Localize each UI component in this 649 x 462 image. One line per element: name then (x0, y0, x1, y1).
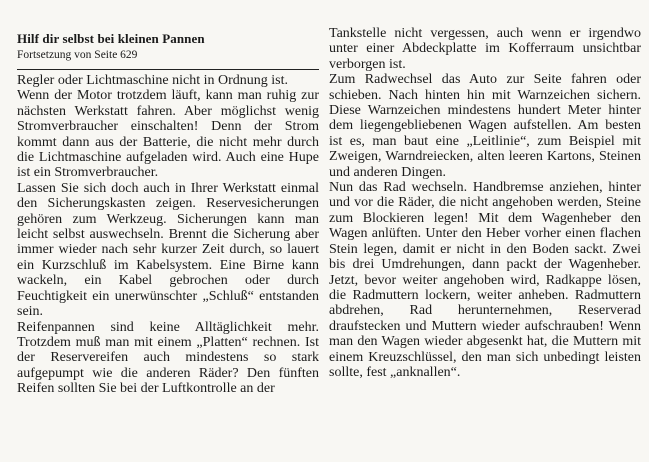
paragraph: Lassen Sie sich doch auch in Ihrer Werkstatt einmal den Sicherungskasten zeigen. Reservesicherungen gehören zum Werkzeug. Sicherungen kann man leicht selbst auswechseln. Brennt die Sicherung aber immer wieder nach sehr kurzer Zeit durch, so lauert ein Kurzschluß im Kabelsystem. Eine Birne kann wackeln, ein Kabel gebrochen oder durch Feuchtigkeit ein unerwünschter „Schluß“ entstanden sein. (17, 180, 319, 320)
paragraph: Zum Radwechsel das Auto zur Seite fahren oder schieben. Nach hinten hin mit Warnzeichen sichern. Diese Warnzeichen mindestens hundert Meter hinter dem liegengebliebenen Wagen aufstellen. Am besten ist es, man baut eine „Leitlinie“, zum Beispiel mit Zweigen, Warndreiecken, alten leeren Kartons, Steinen und anderen Dingen. (329, 72, 641, 180)
article-headline: Hilf dir selbst bei kleinen Pannen (17, 31, 205, 46)
left-body-text (17, 73, 319, 397)
right-body-text (329, 26, 641, 380)
paragraph: Reifenpannen sind keine Alltäglichkeit mehr. Trotzdem muß man mit einem „Platten“ rechnen. Ist der Reservereifen auch mindestens so stark aufgepumpt wie die anderen Räder? Den fünften Reifen sollten Sie bei der Luftkontrolle an der (17, 319, 319, 397)
paragraph: Regler oder Lichtmaschine nicht in Ordnung ist. (17, 73, 288, 88)
headline-divider (17, 69, 319, 70)
paragraph: Wenn der Motor trotzdem läuft, kann man ruhig zur nächsten Werkstatt fahren. Aber möglichst wenig Stromverbraucher einschalten! Denn der Strom kommt dann aus der Batterie, die nicht mehr durch die Lichtmaschine aufgeladen wird. Auch eine Hupe ist ein Stromverbraucher. (17, 88, 319, 181)
continuation-note: Fortsetzung von Seite 629 (17, 49, 138, 61)
paragraph: Tankstelle nicht vergessen, auch wenn er irgendwo unter einer Abdeckplatte im Kofferraum unsichtbar verborgen ist. (329, 26, 641, 72)
paragraph: Nun das Rad wechseln. Handbremse anziehen, hinter und vor die Räder, die nicht angehoben werden, Steine zum Blockieren legen! Mit dem Wagenheber den Wagen anlüften. Unter den Heber vorher einen flachen Stein legen, damit er nicht in den Boden sackt. Zwei bis drei Umdrehungen, dann packt der Wagenheber. Jetzt, bevor weiter angehoben wird, Radkappe lösen, die Radmuttern lockern, weiter anheben. Radmuttern abdrehen, Rad herunternehmen, Reserverad draufstecken und Muttern wieder aufschrauben! Wenn man den Wagen wieder abgesenkt hat, die Muttern mit einem Kreuzschlüssel, den man sich unbedingt leisten sollte, fest „anknallen“. (329, 180, 641, 380)
